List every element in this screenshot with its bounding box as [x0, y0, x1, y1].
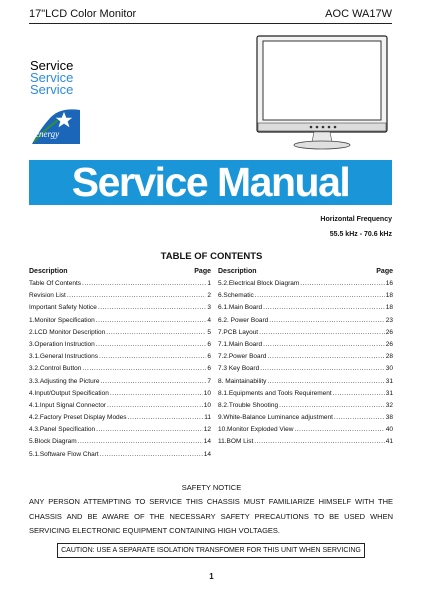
- toc-entry: [218, 438, 393, 450]
- toc-entry-leader: [67, 292, 207, 299]
- toc-entry: [29, 292, 211, 304]
- toc-entry-leader: [300, 280, 384, 287]
- toc-entry: [29, 353, 211, 365]
- toc-entry-page: 4: [207, 316, 211, 324]
- toc-entry-title: 3.2.Control Button: [29, 365, 82, 373]
- toc-entry: [218, 365, 393, 377]
- toc-entry-leader: [269, 317, 385, 324]
- toc-page-heading: Page: [376, 268, 393, 275]
- toc-entry: [218, 402, 393, 414]
- toc-entry: [29, 304, 211, 316]
- toc-entry-page: 7: [207, 377, 211, 385]
- toc-entry-title: 4.3.Panel Specification: [29, 426, 96, 434]
- toc-entry-leader: [294, 426, 384, 433]
- service-label-3: Service: [30, 82, 74, 97]
- toc-entry-leader: [263, 304, 385, 311]
- toc-entry-leader: [96, 426, 203, 433]
- toc-entry-title: 6.1.Main Board: [218, 304, 263, 312]
- toc-entry: [218, 414, 393, 426]
- toc-entry: [29, 317, 211, 329]
- toc-entry-page: 11: [204, 414, 211, 422]
- toc-description-heading: Description: [29, 268, 68, 275]
- toc-entry-leader: [107, 402, 203, 409]
- toc-description-heading: Description: [218, 268, 257, 275]
- toc-entry-leader: [333, 390, 385, 397]
- toc-entry: [218, 304, 393, 316]
- toc-left-list: [29, 280, 211, 463]
- toc-entry: [218, 292, 393, 304]
- toc-entry: [218, 426, 393, 438]
- toc-entry: [29, 426, 211, 438]
- toc-entry-page: 12: [203, 426, 211, 434]
- page-number: 1: [209, 572, 214, 581]
- toc-entry: [218, 341, 393, 353]
- horizontal-frequency-value: 55.5 kHz - 70.6 kHz: [329, 231, 392, 238]
- toc-entry-title: Table Of Contents: [29, 280, 82, 287]
- toc-entry-title: 8. Maintainability: [218, 377, 267, 385]
- toc-entry-title: Important Safety Notice: [29, 304, 97, 312]
- toc-entry-page: 32: [385, 401, 393, 409]
- toc-entry-title: 7.2.Power Board: [218, 353, 267, 361]
- toc-entry-leader: [106, 329, 206, 336]
- toc-entry-leader: [100, 378, 206, 385]
- toc-page-heading: Page: [194, 268, 211, 275]
- toc-entry: [29, 280, 211, 292]
- toc-entry-title: 10.Monitor Exploded View: [218, 426, 294, 434]
- toc-entry-leader: [96, 317, 207, 324]
- toc-entry-leader: [259, 329, 385, 336]
- toc-entry-title: 7.1.Main Board: [218, 340, 263, 348]
- service-label-1: Service: [30, 58, 74, 73]
- toc-entry-leader: [98, 304, 206, 311]
- toc-entry-leader: [99, 353, 206, 360]
- horizontal-frequency-label: Horizontal Frequency: [320, 216, 392, 223]
- toc-entry: [218, 317, 393, 329]
- toc-entry-page: 23: [385, 316, 393, 324]
- toc-entry-page: 26: [385, 328, 393, 336]
- toc-entry-title: 4.2.Factory Preset Display Modes: [29, 414, 127, 422]
- toc-entry-page: 6: [207, 353, 211, 361]
- svg-text:energy: energy: [35, 129, 60, 139]
- toc-entry: [218, 280, 393, 292]
- toc-entry: [218, 378, 393, 390]
- toc-entry-page: 31: [385, 377, 393, 385]
- toc-entry-title: 5.Block Diagram: [29, 438, 77, 446]
- toc-entry: [29, 365, 211, 377]
- toc-entry-page: 1: [207, 280, 211, 287]
- toc-entry-title: 11.BOM List: [218, 438, 254, 446]
- toc-entry-title: 4.1.Input Signal Connector: [29, 401, 106, 409]
- toc-entry-page: 6: [207, 365, 211, 373]
- toc-entry-title: 5.2.Electrical Block Diagram: [218, 280, 300, 287]
- toc-entry-page: 5: [207, 328, 211, 336]
- toc-entry-page: 3: [207, 304, 211, 312]
- toc-entry-title: 5.1.Software Flow Chart: [29, 450, 99, 458]
- service-manual-banner: [29, 160, 392, 205]
- banner-text: Service Manual: [71, 159, 350, 205]
- toc-entry-leader: [82, 365, 206, 372]
- toc-entry-page: 41: [385, 438, 393, 446]
- toc-entry-page: 40: [385, 426, 393, 434]
- header-divider: [29, 23, 392, 24]
- toc-entry: [218, 329, 393, 341]
- toc-entry-title: 6.Schematic: [218, 292, 254, 300]
- toc-entry-leader: [110, 390, 203, 397]
- toc-entry-title: 7.PCB Layout: [218, 328, 259, 336]
- toc-entry-leader: [279, 402, 385, 409]
- toc-entry-title: Revision List: [29, 292, 66, 300]
- toc-entry-page: 10: [203, 401, 211, 409]
- toc-entry-page: 30: [385, 365, 393, 373]
- toc-entry: [29, 390, 211, 402]
- toc-entry: [29, 402, 211, 414]
- toc-entry-title: 4.Input/Output Specification: [29, 389, 109, 397]
- toc-entry-page: 10: [203, 389, 211, 397]
- toc-entry-title: 7.3 Key Board: [218, 365, 260, 373]
- toc-entry-page: 38: [385, 414, 393, 422]
- toc-entry-title: 2.LCD Monitor Description: [29, 328, 106, 336]
- toc-entry-leader: [100, 451, 203, 458]
- monitor-illustration-icon: [256, 34, 388, 152]
- toc-entry-leader: [255, 292, 385, 299]
- toc-entry: [29, 378, 211, 390]
- toc-entry: [29, 341, 211, 353]
- safety-notice-body: ANY PERSON ATTEMPTING TO SERVICE THIS CHASSIS MUST FAMILIARIZE HIMSELF WITH THE CHASSIS AND BE AWARE OF THE NECESSARY SAFETY PRECAUTIONS TO BE USED WHEN SERVICING ELECTRONIC EQUIPMENT CONTAINING HIGH VOLTAGES.: [29, 497, 393, 535]
- toc-entry-leader: [267, 378, 384, 385]
- toc-entry-page: 14: [203, 438, 211, 446]
- toc-entry-page: 2: [207, 292, 211, 300]
- energy-star-logo-icon: [30, 104, 82, 148]
- toc-entry-title: 8.1.Equipments and Tools Requirement: [218, 389, 332, 397]
- toc-entry-page: 18: [385, 304, 393, 312]
- toc-entry: [29, 414, 211, 426]
- toc-entry-leader: [78, 438, 203, 445]
- toc-entry-leader: [82, 280, 206, 287]
- toc-entry-leader: [267, 353, 384, 360]
- toc-entry-leader: [254, 438, 384, 445]
- toc-entry-title: 3.3.Adjusting the Picture: [29, 377, 100, 385]
- caution-box: CAUTION: USE A SEPARATE ISOLATION TRANSFOMER FOR THIS UNIT WHEN SERVICING: [57, 543, 365, 558]
- toc-entry-page: 16: [385, 280, 393, 287]
- toc-entry-title: 3.1.General Instructions: [29, 353, 99, 361]
- toc-entry-leader: [263, 341, 385, 348]
- toc-entry-leader: [128, 414, 204, 421]
- toc-entry-page: 6: [207, 340, 211, 348]
- toc-entry-title: 9.White-Balance Luminance adjustment: [218, 414, 333, 422]
- toc-title: TABLE OF CONTENTS: [160, 251, 263, 262]
- service-label-2: Service: [30, 70, 74, 85]
- toc-entry: [218, 390, 393, 402]
- toc-entry-page: 18: [385, 292, 393, 300]
- document-title: 17"LCD Color Monitor: [29, 8, 137, 20]
- toc-entry: [29, 329, 211, 341]
- toc-entry-title: 6.2. Power Board: [218, 316, 269, 324]
- toc-right-list: [218, 280, 393, 451]
- toc-entry-leader: [260, 365, 385, 372]
- toc-entry-leader: [96, 341, 207, 348]
- toc-entry-page: 31: [385, 389, 393, 397]
- toc-entry-leader: [334, 414, 385, 421]
- toc-entry: [29, 438, 211, 450]
- toc-entry-page: 14: [203, 450, 211, 458]
- toc-entry-title: 8.2.Trouble Shooting: [218, 401, 279, 409]
- safety-notice-title: SAFETY NOTICE: [181, 483, 242, 492]
- toc-right-header: [218, 268, 393, 275]
- toc-left-header: [29, 268, 211, 275]
- model-number: AOC WA17W: [325, 8, 392, 20]
- toc-entry-title: 3.Operation Instruction: [29, 340, 95, 348]
- toc-entry-title: 1.Monitor Specification: [29, 316, 95, 324]
- toc-entry: [29, 451, 211, 463]
- toc-entry-page: 28: [385, 353, 393, 361]
- toc-entry: [218, 353, 393, 365]
- toc-entry-page: 26: [385, 340, 393, 348]
